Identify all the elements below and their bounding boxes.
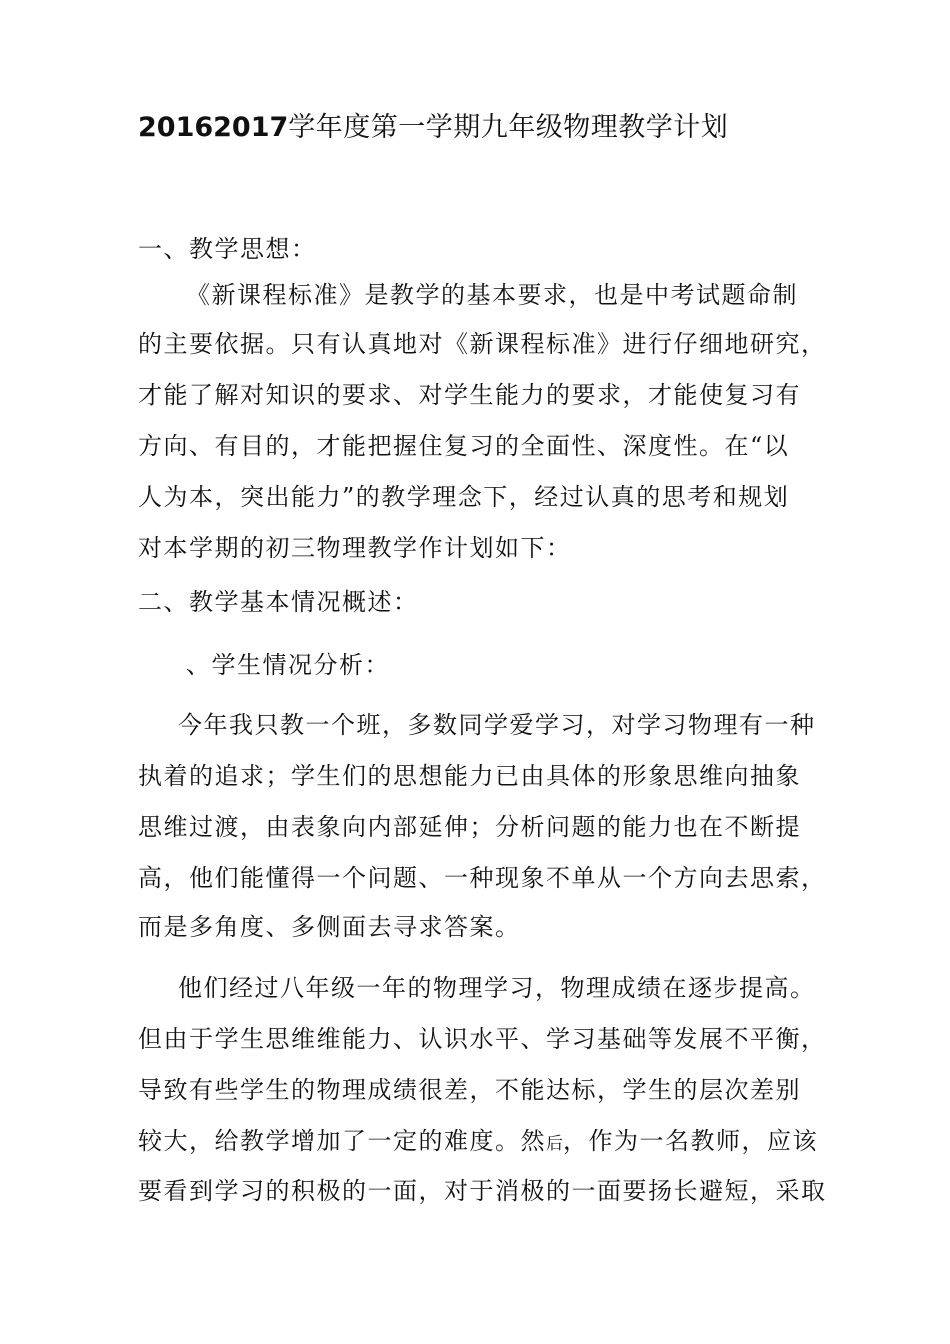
section-heading-overview: 二、教学基本情况概述： [138,588,419,616]
title-text: 学年度第一学期九年级物理教学计划 [288,112,729,143]
paragraph-line: 高，他们能懂得一个问题、一种现象不单从一个方向去思索， [138,864,827,892]
paragraph-line: 方向、有目的，才能把握住复习的全面性、深度性。在“以 [138,432,790,460]
paragraph-line: 《新课程标准》是教学的基本要求，也是中考试题命制 [186,281,798,309]
paragraph-line: 才能了解对知识的要求、对学生能力的要求，才能使复习有 [138,381,801,409]
paragraph-line: 今年我只教一个班，多数同学爱学习，对学习物理有一种 [178,711,816,739]
paragraph-line: 对本学期的初三物理教学作计划如下： [138,534,572,562]
paragraph-line: 但由于学生思维维能力、认识水平、学习基础等发展不平衡， [138,1025,827,1053]
section-heading-teaching-philosophy: 一、教学思想： [138,235,317,263]
paragraph-line: 要看到学习的积极的一面，对于消极的一面要扬长避短，采取 [138,1177,827,1205]
subsection-heading-student-analysis: 、学生情况分析： [186,651,390,679]
line-segment-small: 后 [546,1134,563,1154]
paragraph-line: 他们经过八年级一年的物理学习，物理成绩在逐步提高。 [178,974,816,1002]
paragraph-line: 人为本，突出能力”的教学理念下，经过认真的思考和规划 [138,483,790,511]
paragraph-line: 思维过渡，由表象向内部延伸；分析问题的能力也在不断提 [138,813,801,841]
paragraph-line: 执着的追求；学生们的思想能力已由具体的形象思维向抽象 [138,762,801,790]
document-title [138,108,838,148]
paragraph-line [138,1123,818,1162]
title-year: 20162017 [138,112,289,143]
line-segment: ，作为一名教师，应该 [563,1127,818,1155]
paragraph-line: 的主要依据。只有认真地对《新课程标准》进行仔细地研究， [138,330,827,358]
line-segment: 较大，给教学增加了一定的难度。然 [138,1127,546,1155]
paragraph-line: 而是多角度、多侧面去寻求答案。 [138,913,521,941]
paragraph-line: 导致有些学生的物理成绩很差，不能达标，学生的层次差别 [138,1076,801,1104]
